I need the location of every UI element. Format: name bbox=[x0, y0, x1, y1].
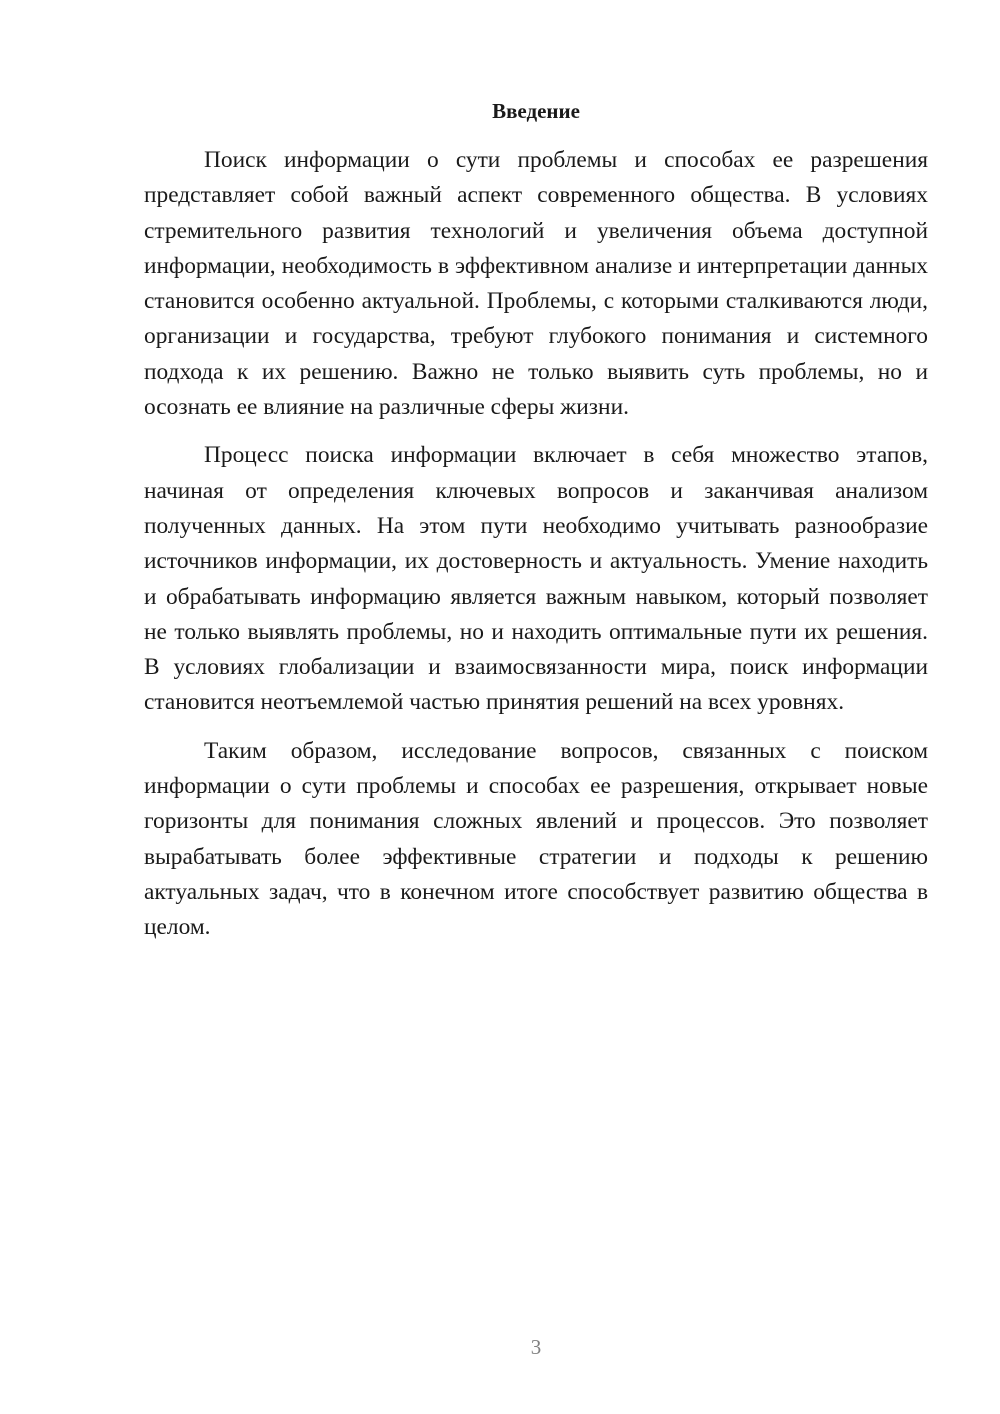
paragraph-1: Поиск информации о сути проблемы и способах ее разрешения представляет собой важный аспект современного общества. В условиях стремительного развития технологий и увеличения объема доступной информации, необходимость в эффективном анализе и интерпретации данных становится особенно актуальной. Проблемы, с которыми сталкиваются люди, организации и государства, требуют глубокого понимания и системного подхода к их решению. Важно не только выявить суть проблемы, но и осознать ее влияние на различные сферы жизни. bbox=[144, 147, 928, 421]
paragraph-3: Таким образом, исследование вопросов, связанных с поиском информации о сути проблемы и способах ее разрешения, открывает новые горизонты для понимания сложных явлений и процессов. Это позволяет вырабатывать более эффективные стратегии и подходы к решению актуальных задач, что в конечном итоге способствует развитию общества в целом. bbox=[144, 737, 928, 941]
page-title: Введение bbox=[492, 99, 580, 123]
body-text bbox=[144, 143, 928, 959]
page-number: 3 bbox=[530, 1335, 542, 1359]
paragraph-2: Процесс поиска информации включает в себя множество этапов, начиная от определения ключевых вопросов и заканчивая анализом полученных данных. На этом пути необходимо учитывать разнообразие источников информации, их достоверность и актуальность. Умение находить и обрабатывать информацию является важным навыком, который позволяет не только выявлять проблемы, но и находить оптимальные пути их решения. В условиях глобализации и взаимосвязанности мира, поиск информации становится неотъемлемой частью принятия решений на всех уровнях. bbox=[144, 442, 928, 716]
